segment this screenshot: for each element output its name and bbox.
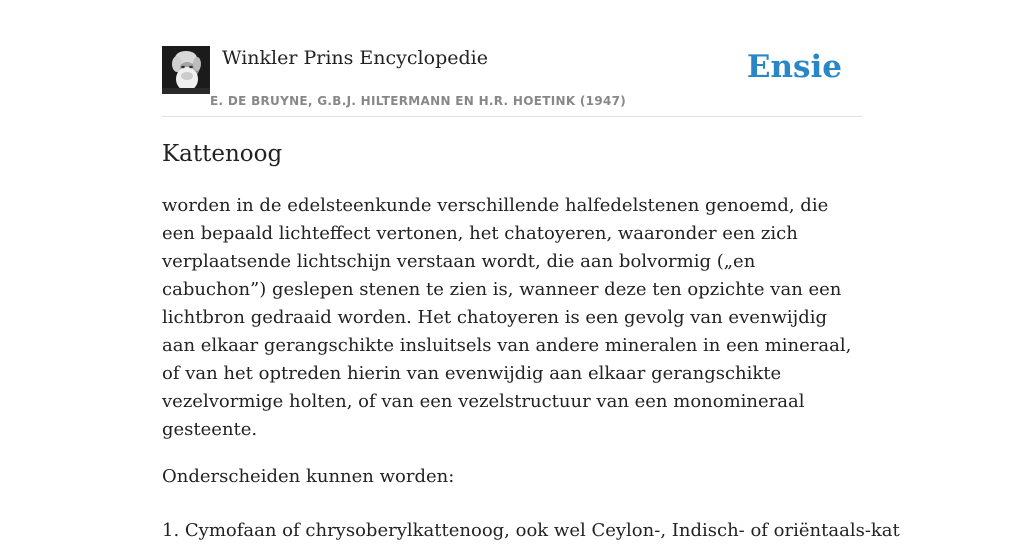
article-paragraph-definition: worden in de edelsteenkunde verschillende halfedelstenen genoemd, die een bepaald lichteffect vertonen, het chatoyeren, waaronder een zich verplaatsende lichtschijn verstaan wordt, die aan bolvormig („en cabuchon”) geslepen stenen te zien is, wanneer deze ten opzichte van een lichtbron gedraaid worden. Het chatoyeren is een gevolg van evenwijdig aan elkaar gerangschikte insluitsels van andere mineralen in een mineraal, of van het optreden hierin van evenwijdig aan elkaar gerangschikte vezelvormige holten, of van een vezelstructuur van een monomineraal gesteente. [162,195,852,440]
source-authors: E. DE BRUYNE, G.B.J. HILTERMANN EN H.R. HOETINK (1947) [210,94,627,108]
article-title: Kattenoog [162,141,283,167]
site-header [162,46,862,117]
author-avatar[interactable] [162,46,210,94]
bearded-portrait-icon [162,46,210,94]
article-paragraph-intro-list: Onderscheiden kunnen worden: [162,466,455,487]
article-list-item-1: 1. Cymofaan of chrysoberylkattenoog, ook wel Ceylon-, Indisch- of oriëntaals-kat [162,520,900,541]
ensie-logo-link[interactable]: Ensie [746,49,842,85]
source-title[interactable]: Winkler Prins Encyclopedie [222,47,488,69]
article [162,138,900,545]
